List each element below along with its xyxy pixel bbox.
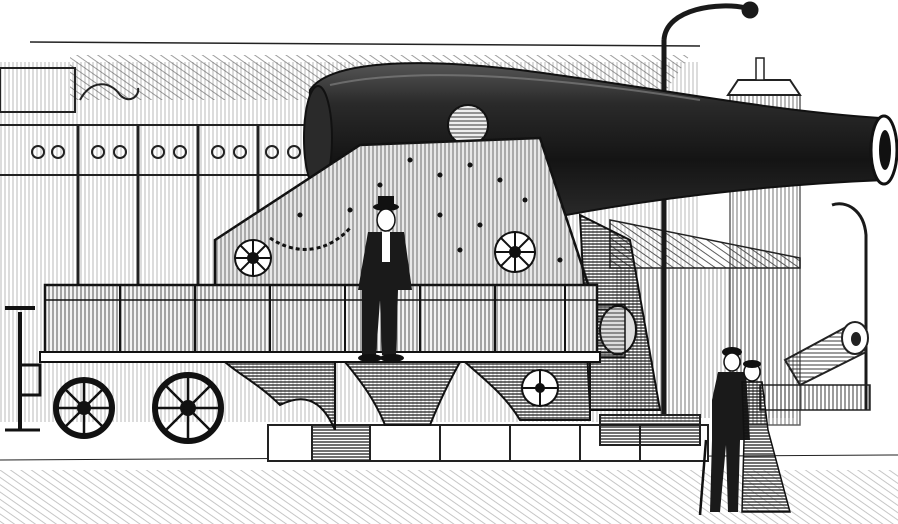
gear-right — [495, 232, 535, 272]
platform — [40, 285, 600, 362]
gear-lower — [522, 370, 558, 406]
wheel-right — [155, 375, 221, 441]
gear-left — [235, 240, 271, 276]
lamp-post-small — [832, 204, 866, 410]
wheel-left — [56, 380, 112, 436]
